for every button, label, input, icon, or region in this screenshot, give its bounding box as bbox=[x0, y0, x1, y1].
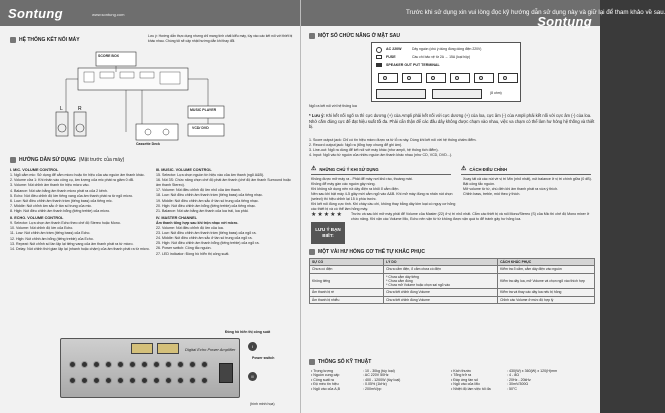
list-item: 7. Middle: Nút chỉnh âm sắc ở tần số trung của mic. bbox=[10, 203, 93, 208]
knob[interactable] bbox=[81, 361, 88, 368]
section-bullet-icon bbox=[309, 359, 315, 365]
table-row: Âm thanh bị nhiễu Chưa tiết chỉnh đúng Volume Chỉnh các Volume ở mức độ hợp lý bbox=[310, 296, 595, 303]
tip-text: Trước và sau khi mở máy phải để Volume của Master (22) ở vị trí nhỏ nhất. Cắm các thiết bị và nối Mono/Stereo (S) của Mic thì chế độ Mono mixer ở chức năng. Khi vặn các Volume Mic, Echo nên vặn từ từ không được vặn quá to để tránh gây hư hỏng loa. bbox=[351, 212, 590, 221]
section-bullet-icon bbox=[10, 37, 16, 43]
svg-text:R: R bbox=[78, 106, 82, 112]
list-item: 15. Selector: Lựa chọn nguồn tín hiệu vào của âm thanh (ngõ A&B). bbox=[156, 173, 265, 178]
spec-row: • Kích thước : 430(W) x 360(W) x 120(H)mm bbox=[451, 369, 558, 373]
warning-icon: ⚠ bbox=[461, 166, 467, 173]
list-item: 14. Delay: Nút chỉnh thời gian lặp lại (nhanh hoặc chậm) của âm thanh phát ra từ micro. bbox=[10, 246, 150, 251]
specs-right bbox=[451, 369, 597, 391]
meter-label: Đồng hồ hiển thị công suất bbox=[225, 330, 271, 334]
rear-connector bbox=[402, 73, 422, 83]
list-item: 2. Record output jack: Ngõ ra (tổng hợp chung để ghi âm). bbox=[309, 143, 403, 148]
right-header bbox=[301, 0, 665, 29]
list-item: 2. Volume cửa 1: Khi nhấn vào công cụ, âm lượng của mic phát ra giảm 0 dB. bbox=[10, 178, 135, 183]
rear-connector bbox=[426, 73, 446, 83]
knob[interactable] bbox=[117, 361, 124, 368]
table-header-row: SỰ CỐ LÝ DO CÁCH KHẮC PHỤC bbox=[310, 259, 595, 266]
music-player-label: MUSIC PLAYER bbox=[190, 108, 217, 112]
table-row: Âm thanh bị rè Chưa tiết chỉnh đúng Volume Kiểm tra và thay các dây loa nếu bị hỏng bbox=[310, 289, 595, 296]
callout-marker-icon: II bbox=[248, 372, 257, 381]
section-specs-title: THÔNG SỐ KỸ THUẬT bbox=[309, 358, 371, 366]
knob[interactable] bbox=[165, 361, 172, 368]
list-item: 19. Middle: Nút điều chỉnh âm sắc ở tần số trung của tiếng nhạc. bbox=[156, 198, 259, 203]
list-item: 17. Volume: Nút điều chỉnh độ lớn nhỏ của âm thanh. bbox=[156, 188, 241, 193]
brand-logo-right: Sontung bbox=[537, 14, 592, 29]
list-item: 4. Balance: Nút cân bằng âm thanh micro phát ra của 2 kênh. bbox=[10, 188, 108, 193]
spec-row: • Đáp ứng tần số : 20Hz - 20kHz bbox=[451, 377, 531, 382]
list-item: 8. High: Nút điều chỉnh âm thanh bổng (tiếng treble) của micro. bbox=[10, 209, 111, 214]
warning-list bbox=[311, 177, 457, 212]
knob[interactable] bbox=[153, 377, 160, 384]
section-bullet-icon bbox=[10, 157, 16, 163]
list-item: 1. Ngõ cắm mic: Sử dụng để cắm micro hoặc tín hiệu của các nguồn âm thanh khác. bbox=[10, 173, 145, 178]
master-channel-heading: IV. MASTER CHANNEL bbox=[156, 215, 197, 220]
rear-connector bbox=[378, 73, 398, 83]
spec-row: • Nhiệt độ làm việc tối đa : 50°C bbox=[451, 386, 518, 391]
troubleshoot-table bbox=[309, 258, 595, 304]
knob[interactable] bbox=[69, 377, 76, 384]
callout-marker-icon: I bbox=[248, 342, 257, 351]
rear-panel-diagram: AC 220W Dây nguồn (chú ý dùng đúng dòng điện 220V) FUSE Cầu chì bảo vệ từ 2A → 15A (loại hộp) SPEAKER OUT PUT TERMINAL (8 ohm) bbox=[371, 42, 521, 102]
rear-connector bbox=[474, 73, 494, 83]
section-bullet-icon bbox=[309, 33, 315, 39]
spec-row: • Tổng trở ra : 4 - 8Ω bbox=[451, 373, 519, 378]
list-item: Nên sau khi bật máy 4-5 giây mới cắm ngõ vào A&B. Khi mở máy đúng ra nhấn nút chọn (select) thì hiệu chỉnh lại 15 ô phía trước. bbox=[311, 192, 453, 202]
illustration-label: (hình minh họa) bbox=[250, 402, 275, 406]
list-item: 11. Low: Nút chỉnh âm trầm (tiếng bass) của Echo. bbox=[10, 231, 91, 236]
usage-col-b bbox=[156, 166, 292, 257]
vu-meter-right bbox=[157, 343, 179, 354]
website-left: www.sontung.com bbox=[92, 12, 125, 17]
usage-col-a bbox=[10, 166, 150, 252]
section-bullet-icon bbox=[309, 249, 315, 255]
knob[interactable] bbox=[69, 361, 76, 368]
cassette-shape bbox=[136, 124, 178, 140]
list-item: 13. Repeat: Nút chỉnh số lần lặp lại tiếng vang của âm thanh phát ra từ micro. bbox=[10, 241, 134, 246]
knob[interactable] bbox=[165, 377, 172, 384]
knob[interactable] bbox=[93, 361, 100, 368]
knob[interactable] bbox=[117, 377, 124, 384]
warning-icon: ⚠ bbox=[311, 166, 317, 173]
list-item: 26. Power switch: Công tắc nguồn. bbox=[156, 246, 212, 251]
knob[interactable] bbox=[153, 361, 160, 368]
mic-volume-heading: I. MIC. VOLUME CONTROL bbox=[10, 168, 59, 172]
list-item: 12. High: Nút chỉnh âm bổng (tiếng treble) của Echo. bbox=[10, 236, 94, 241]
spec-row: • Công suất ra : 400 - 1200W (tùy loại) bbox=[311, 377, 401, 382]
rear-connector bbox=[450, 73, 470, 83]
knob[interactable] bbox=[189, 361, 196, 368]
table-row: Chưa có điện Chưa cắm điện, ổ cắm chưa có điện Kiểm tra ổ cắm, cắm dây điện vào nguồn bbox=[310, 266, 595, 273]
section-usage-title: HƯỚNG DẪN SỬ DỤNG (Mặt trước của máy) bbox=[10, 156, 124, 164]
vu-meter-left bbox=[131, 343, 153, 354]
right-page bbox=[300, 0, 665, 413]
master-channel-desc: Âm thanh tổng hợp sau khi trộn nhạc với micro. bbox=[156, 220, 239, 225]
spec-row: • Ngõ vào của A,B : 200mV/pp bbox=[311, 386, 382, 391]
adjust-heading: ⚠ CÁCH ĐIỀU CHỈNH bbox=[461, 166, 591, 175]
left-header bbox=[0, 0, 300, 26]
knob[interactable] bbox=[105, 377, 112, 384]
power-switch[interactable] bbox=[219, 363, 233, 383]
list-item: 3. Volume: Nút chỉnh âm thanh tín hiệu micro vào. bbox=[10, 183, 90, 188]
terminal-block-right bbox=[432, 89, 482, 99]
connection-note: Lưu ý: Hướng dẫn thực dụng nhưng chỉ mang tính chất kiểu máy, tùy vào các kết nối với thiết bị khác nhau. Chúng tôi sẽ cập nhật hướng dẫn khi thay đổi. bbox=[148, 34, 293, 43]
spec-row: • Độ méo tín hiệu : 0.05% (1kHz) bbox=[311, 382, 387, 387]
echo-volume-heading: II. ECHO. VOLUME CONTROL bbox=[10, 215, 64, 220]
adjust-list bbox=[463, 177, 593, 198]
list-item: 22. Volume: Nút điều chỉnh độ lớn của loa. bbox=[156, 225, 224, 230]
terminal-block-left bbox=[376, 89, 426, 99]
list-item: 5. Echo: Nút điều chỉnh độ lớn tiếng vang của âm thanh phát ra từ ngõ micro. bbox=[10, 193, 134, 198]
ac-socket-icon bbox=[376, 47, 382, 53]
knob[interactable] bbox=[105, 361, 112, 368]
tip-badge: LƯU Ý BẠN BIẾT: bbox=[311, 222, 345, 244]
list-item: Xoay tất cả các nút về vị trí Min (nhỏ nhất), nút balance ở vị trí chính giữa (0 dB). bbox=[463, 177, 592, 181]
list-item: Mở volume từ từ, chú đến khi âm thanh phát ra vừa ý thích. bbox=[463, 187, 559, 192]
rating-stars: ★★★★★ bbox=[311, 212, 343, 218]
knob[interactable] bbox=[129, 361, 136, 368]
list-item: 9. Selector: Lựa chọn âm thanh Echo theo chế độ Stereo hoặc Mono. bbox=[10, 221, 121, 226]
list-item: 10. Volume: Nút chỉnh độ lớn của Echo. bbox=[10, 226, 74, 231]
knob[interactable] bbox=[129, 377, 136, 384]
list-item: 27. LED indicator: Đồng hồ hiển thị công suất. bbox=[156, 251, 230, 256]
list-item: Bật công tắc nguồn. bbox=[463, 182, 495, 187]
knob[interactable] bbox=[201, 361, 208, 368]
knob[interactable] bbox=[93, 377, 100, 384]
list-item: 21. Balance: Nút cân bằng âm thanh của loa trái, loa phải. bbox=[156, 208, 249, 213]
spec-row: • Trọng lượng : 10 - 30kg (tùy loại) bbox=[311, 369, 395, 373]
spec-row: • Nguồn cung cấp : AC 220V 50Hz bbox=[311, 373, 389, 378]
rear-items bbox=[309, 138, 595, 159]
intro-text: Trước khi sử dụng xin vui lòng đọc kỹ hướng dẫn sử dụng này và giữ lại để tham khảo về sau. bbox=[406, 9, 665, 16]
svg-text:L: L bbox=[60, 106, 63, 112]
knob[interactable] bbox=[177, 377, 184, 384]
left-page bbox=[0, 0, 300, 413]
list-item: 25. High: Nút điều chỉnh âm thanh bổng (tiếng treble) của ngõ ra. bbox=[156, 241, 260, 246]
amplifier-front-illustration bbox=[60, 338, 240, 398]
knob[interactable] bbox=[141, 377, 148, 384]
knob[interactable] bbox=[81, 377, 88, 384]
speaker-terminal-icon bbox=[376, 63, 382, 67]
specs-left bbox=[311, 369, 451, 391]
knob[interactable] bbox=[189, 377, 196, 384]
section-rear-title: MỘT SỐ CHỨC NĂNG Ở MẶT SAU bbox=[309, 32, 400, 40]
amp-name: Digital Echo Power Amplifier bbox=[185, 347, 236, 352]
list-item: 18. Low: Nút điều chỉnh âm thanh trầm (tiếng bass) của tiếng nhạc. bbox=[156, 193, 263, 198]
list-item: 24. Middle: Nút điều chỉnh âm sắc ở tần số trung của ngõ ra. bbox=[156, 236, 253, 241]
list-item: Khi không sử dụng nên rút dây điện ra khỏi ổ cắm điện. bbox=[311, 187, 400, 192]
caution-paragraph: * Lưu ý: Khi kết nối ngõ ra thì cực dương (+) của Ampli phải kết nối với cực dương (+) của loa, cực âm (-) của Ampli phải kết nối với cực âm (-) của loa. Nhớ cắm đúng cực để đạt hiệu suất tối đa. Phải cẩn thận để các đầu dây không được chạm vào nhau, việc va chạm có thể làm hư hỏng hệ thống và thiết bị. bbox=[309, 113, 595, 130]
brand-logo-left: Sontung bbox=[8, 6, 63, 21]
rear-connector bbox=[498, 73, 518, 83]
list-item: Chỉnh bass, treble, mid theo ý thích. bbox=[463, 192, 521, 197]
cassette-label: Cassette Deck bbox=[136, 142, 160, 146]
list-item: 3. Line-out: Ngõ ra dùng để kết nối với máy khác (như ampli, hệ thống tích điểm). bbox=[309, 148, 439, 153]
power-switch-label: Power switch bbox=[252, 356, 275, 360]
scorebox-label: SCORE BOX bbox=[98, 54, 120, 58]
output-note: Ngõ ra kết nối với hệ thống loa bbox=[309, 104, 357, 108]
knob[interactable] bbox=[141, 361, 148, 368]
list-item: 16. Nút 3S: Chức năng chọn chế độ phát âm thanh (chế độ âm thanh Surround hoặc âm thanh Stereo). bbox=[156, 178, 291, 188]
list-item: 20. High: Nút điều chỉnh âm bổng (tiếng treble) của tiếng nhạc. bbox=[156, 203, 256, 208]
section-troubleshoot-title: MỘT VÀI HƯ HỎNG CƠ THẾ TỰ KHẮC PHỤC bbox=[309, 248, 425, 256]
list-item: 1. Score output jack: Chỉ có tín hiệu micro được ra từ lỗ ra này. Dùng khi kết nối với hệ thống chấm điểm. bbox=[309, 138, 477, 142]
table-row: Không tiếng * Chưa cắm dây tiếng * Chưa cắm đúng * Chưa mở Volume hoặc chọn sai ngõ vào Kiểm tra dây loa, mở Volume và chọn ngõ vào thích hợp bbox=[310, 273, 595, 289]
list-item: Khi kết nối đúng cực tính. Khi cháy cầu chì, không thay bằng dây kim loại có nguy cơ hỏng các thiết bị và có thể làm hỏng máy. bbox=[311, 202, 456, 212]
list-item: Không để máy gần các nguồn gây nóng. bbox=[311, 182, 376, 187]
list-item: 6. Low: Nút điều chỉnh âm thanh trầm (tiếng bass) của tiếng mic. bbox=[10, 198, 113, 203]
knob[interactable] bbox=[201, 377, 208, 384]
vcd-dvd-label: VCD/ DVD bbox=[192, 126, 209, 130]
list-item: Không được mở máy ra - Phải để máy nơi khô ráo, thoáng mát. bbox=[311, 177, 413, 181]
connection-diagram bbox=[38, 46, 264, 150]
music-volume-heading: III. MUSIC. VOLUME CONTROL bbox=[156, 168, 212, 172]
knob[interactable] bbox=[177, 361, 184, 368]
list-item: 23. Low: Nút điều chỉnh âm thanh trầm (tiếng bass) của ngõ ra. bbox=[156, 231, 257, 236]
list-item: 4. Input: Ngõ vào từ nguồn của nhiều nguồn âm thanh khác nhau (như CD, VCD, DVD...). bbox=[309, 153, 453, 158]
fuse-icon bbox=[376, 55, 382, 59]
spec-row: • Ngõ vào của Mic : 30mV/300Ω bbox=[451, 382, 529, 387]
warning-heading: ⚠ NHỮNG CHÚ Ý KHI SỬ DỤNG bbox=[311, 166, 451, 175]
section-connection-title: HỆ THỐNG KẾT NỐI MÁY bbox=[10, 36, 80, 44]
